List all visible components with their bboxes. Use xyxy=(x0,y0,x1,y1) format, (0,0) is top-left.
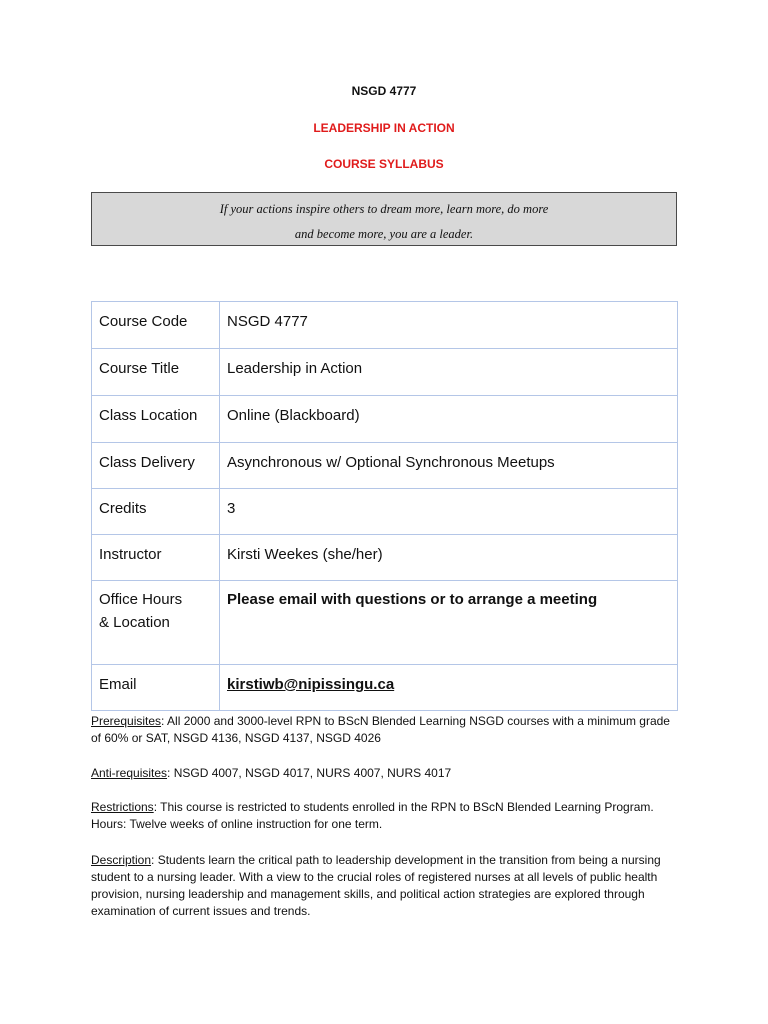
office-hours-label-line-1: Office Hours xyxy=(99,591,183,608)
anti-requisites-label: Anti-requisites xyxy=(91,766,168,780)
table-value-cell: Leadership in Action xyxy=(220,349,678,396)
table-value-cell: Please email with questions or to arrange a meeting xyxy=(220,581,678,665)
prerequisites-label: Prerequisites xyxy=(91,714,162,728)
table-value-cell: Asynchronous w/ Optional Synchronous Meetups xyxy=(220,443,678,489)
table-value-cell: NSGD 4777 xyxy=(220,302,678,349)
anti-requisites-paragraph xyxy=(91,765,681,782)
table-label-cell: Class Delivery xyxy=(92,443,220,489)
table-row xyxy=(92,302,678,349)
quote-box xyxy=(91,192,677,246)
course-info-table xyxy=(91,301,678,711)
table-label-cell: Email xyxy=(92,665,220,711)
table-row xyxy=(92,349,678,396)
description-label: Description xyxy=(91,853,152,867)
description-text: : Students learn the critical path to leadership development in the transition from being a nursing student to a nursing leader. With a view to the crucial roles of registered nurses at all levels of public health provision, nursing leadership and management skills, and political action strategies are explored through examination of current issues and trends. xyxy=(91,853,661,918)
table-value-cell: 3 xyxy=(220,489,678,535)
course-code-heading: NSGD 4777 xyxy=(351,84,417,98)
restrictions-text: : This course is restricted to students enrolled in the RPN to BScN Blended Learning Program. xyxy=(153,800,654,814)
office-hours-label-line-2: & Location xyxy=(99,614,170,631)
prerequisites-paragraph xyxy=(91,713,681,747)
restrictions-label: Restrictions xyxy=(91,800,154,814)
table-row xyxy=(92,489,678,535)
prerequisites-text: : All 2000 and 3000-level RPN to BScN Blended Learning NSGD courses with a minimum grade of 60% or SAT, NSGD 4136, NSGD 4137, NSGD 4026 xyxy=(91,714,670,745)
table-row xyxy=(92,665,678,711)
quote-line-2: and become more, you are a leader. xyxy=(294,227,474,241)
table-row xyxy=(92,535,678,581)
description-paragraph xyxy=(91,852,681,920)
table-label-cell: Credits xyxy=(92,489,220,535)
table-label-cell xyxy=(92,581,220,665)
table-label-cell: Course Title xyxy=(92,349,220,396)
table-label-cell: Course Code xyxy=(92,302,220,349)
restrictions-paragraph xyxy=(91,799,681,833)
table-value-cell xyxy=(220,665,678,711)
syllabus-heading: COURSE SYLLABUS xyxy=(324,157,444,171)
email-link[interactable]: kirstiwb@nipissingu.ca xyxy=(227,676,395,693)
table-row xyxy=(92,396,678,443)
table-value-cell: Kirsti Weekes (she/her) xyxy=(220,535,678,581)
table-value-cell: Online (Blackboard) xyxy=(220,396,678,443)
table-row xyxy=(92,581,678,665)
anti-requisites-text: : NSGD 4007, NSGD 4017, NURS 4007, NURS 4017 xyxy=(167,766,452,780)
table-row xyxy=(92,443,678,489)
hours-text: Hours: Twelve weeks of online instruction for one term. xyxy=(91,817,383,831)
course-name-heading: LEADERSHIP IN ACTION xyxy=(313,121,455,135)
quote-line-1: If your actions inspire others to dream more, learn more, do more xyxy=(219,202,549,216)
table-label-cell: Instructor xyxy=(92,535,220,581)
table-label-cell: Class Location xyxy=(92,396,220,443)
